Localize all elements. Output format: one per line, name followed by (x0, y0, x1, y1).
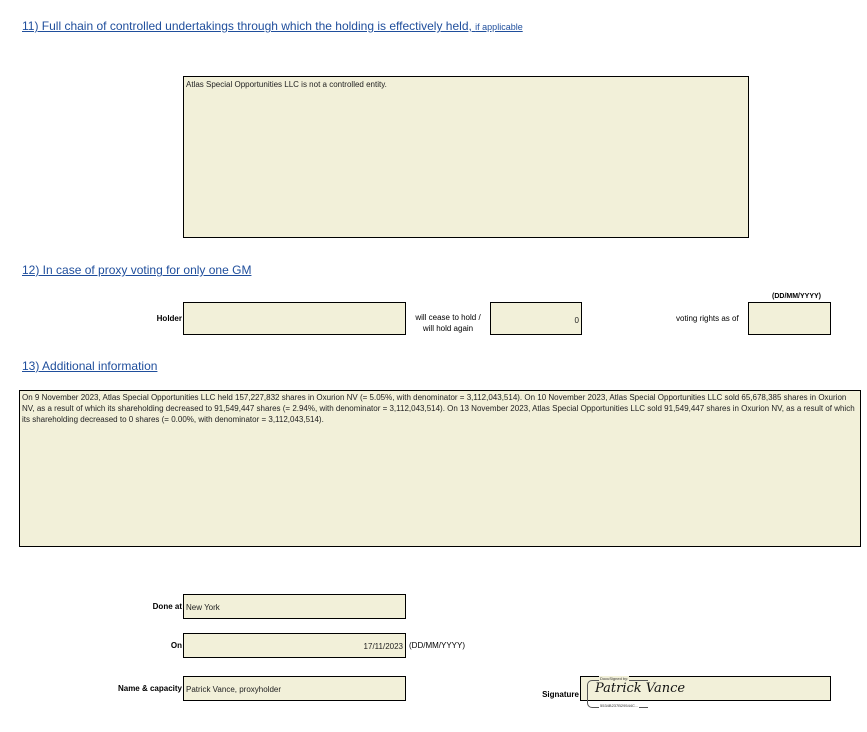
proxy-date-value (749, 303, 830, 307)
cease-hold-line2: will hold again (422, 324, 474, 333)
section-11-title: 11) Full chain of controlled undertakings through which the holding is effectively held, (22, 19, 472, 33)
on-label: On (170, 641, 182, 650)
cease-hold-label (406, 312, 490, 334)
done-at-label: Done at (152, 602, 182, 611)
name-capacity-field[interactable] (183, 676, 406, 701)
proxy-date-field[interactable] (748, 302, 831, 335)
voting-rights-as-of-label: voting rights as of (676, 314, 739, 323)
signature-label: Signature (542, 690, 579, 699)
additional-info-field[interactable] (19, 390, 861, 547)
section-11-heading (22, 19, 523, 33)
additional-info-text: On 9 November 2023, Atlas Special Opportunities LLC held 157,227,832 shares in Oxurion NV (= 5.05%, with denominator = 3,112,043,514). On 10 November 2023, Atlas Special Opportunities LLC sold 65,678,385 shares in Oxurion NV, as a result of which its shareholding decreased to 91,549,447 shares (= 2.94%, with denominator = 3,112,043,514). On 13 November 2023, Atlas Special Opportunities LLC sold 91,549,447 shares in Oxurion NV, as a result of which its shareholding decreased to 0 shares (= 0.00%, with denominator = 3,112,043,514). (22, 393, 855, 424)
holder-field[interactable] (183, 302, 406, 335)
holder-value (184, 303, 405, 307)
controlled-undertakings-text: Atlas Special Opportunities LLC is not a controlled entity. (186, 80, 387, 89)
name-capacity-label: Name & capacity (117, 684, 182, 693)
done-at-value: New York (186, 603, 220, 612)
docusign-envelope-id: 5534B237B29544C... (600, 703, 639, 708)
holder-label: Holder (156, 314, 182, 323)
name-capacity-value: Patrick Vance, proxyholder (186, 685, 282, 694)
signature-image: Patrick Vance (595, 681, 686, 696)
done-at-field[interactable] (183, 594, 406, 619)
section-13-heading: 13) Additional information (22, 359, 158, 373)
cease-hold-line1: will cease to hold / (415, 313, 481, 322)
section-12-heading: 12) In case of proxy voting for only one GM (22, 263, 252, 277)
date-format-label: (DD/MM/YYYY) (772, 293, 821, 300)
on-date-value: 17/11/2023 (363, 642, 403, 651)
docusign-label: DocuSigned by: (600, 676, 629, 681)
signature-field[interactable] (580, 676, 831, 708)
voting-rights-field[interactable] (490, 302, 582, 335)
on-date-format: (DD/MM/YYYY) (409, 641, 465, 650)
controlled-undertakings-field[interactable] (183, 76, 749, 238)
on-date-field[interactable] (183, 633, 406, 658)
voting-rights-value: 0 (574, 316, 579, 325)
section-11-note: if applicable (475, 22, 523, 32)
